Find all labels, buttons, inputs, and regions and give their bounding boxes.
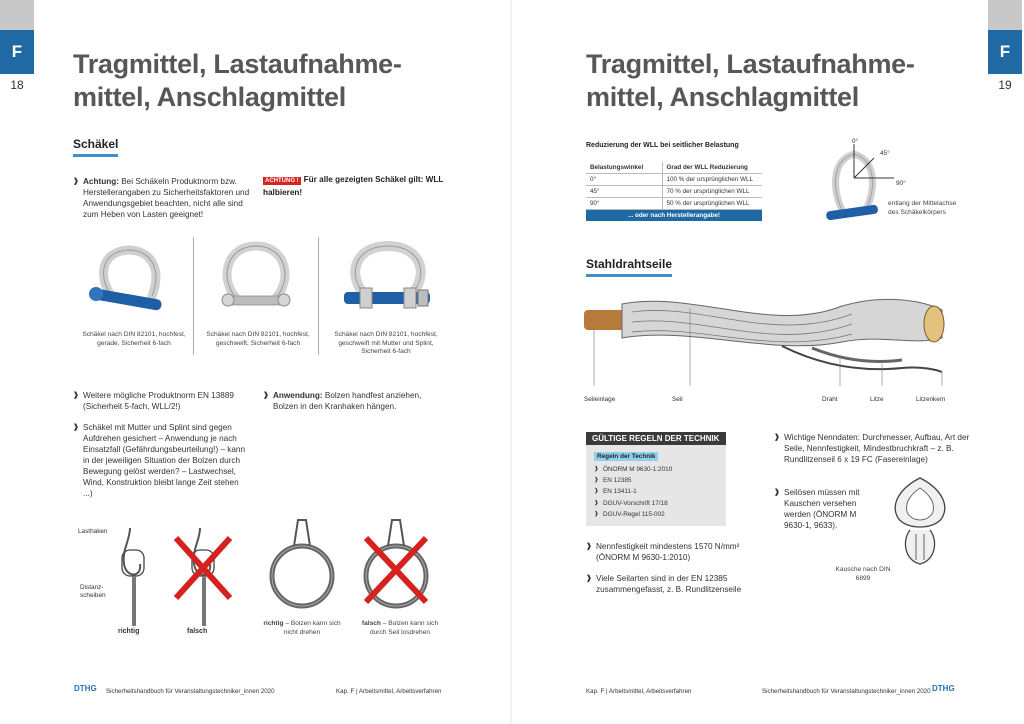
chapter-tab-left — [0, 0, 34, 92]
rules-heading: GÜLTIGE REGELN DER TECHNIK — [586, 432, 726, 445]
footer-book-title: Sicherheitshandbuch für Veranstaltungstechniker_innen 2020 — [106, 688, 275, 695]
rules-item: ❱ DGUV-Regel 115-002 — [594, 509, 726, 520]
wll-table-footer — [586, 210, 762, 222]
caption-shackle-1: Schäkel nach DIN 82101, hochfest, gerade, Sicherheit 6-fach — [82, 331, 186, 347]
wll-cell: 70 % der ursprünglichen WLL — [662, 186, 762, 198]
page-number: 18 — [10, 78, 24, 92]
richtig-2-bold: richtig — [263, 620, 284, 627]
chapter-tab-right — [988, 0, 1022, 92]
rope-label-draht: Draht — [822, 396, 838, 403]
wll-table-row — [586, 174, 762, 186]
chapter-tab-grey — [988, 0, 1022, 30]
kausche-image — [880, 474, 960, 570]
kausche-caption: Kausche nach DIN 6899 — [835, 566, 891, 582]
title-line-2: mittel, Anschlagmittel — [73, 82, 346, 112]
bullet-produktnorm: ❱ Weitere mögliche Produktnorm EN 13889 (Sicherheit 5-fach, WLL/2!) — [73, 390, 243, 412]
footer-chapter: Kap. F | Arbeitsmittel, Arbeitsverfahren — [336, 688, 442, 695]
angle-label-45: 45° — [880, 150, 890, 157]
angle-label-90: 90° — [896, 180, 906, 187]
rope-label-seil: Seil — [672, 396, 683, 403]
wll-cell: 0° — [586, 174, 662, 186]
chapter-tab-grey — [0, 0, 34, 30]
title-line-2: mittel, Anschlagmittel — [586, 82, 859, 112]
wll-table — [586, 162, 762, 221]
warning-text: Für alle gezeigten Schäkel gilt: WLL halbieren! — [263, 175, 444, 197]
label-falsch-2 — [355, 620, 445, 637]
wire-rope-image — [582, 286, 962, 390]
bullet-achtung — [73, 176, 251, 220]
angle-label-0: 0° — [852, 138, 859, 145]
wll-table-header — [586, 162, 762, 174]
divider-2 — [318, 237, 319, 355]
title-line-1: Tragmittel, Lastaufnahme- — [73, 49, 402, 79]
shackle-straight-image — [80, 244, 180, 316]
shackle-nut-pin-image — [338, 240, 438, 316]
wll-table-title: Reduzierung der WLL bei seitlicher Belastung — [586, 142, 739, 149]
bullet-seilarten: ❱ Viele Seilarten sind in der EN 12385 zusammengefasst, z. B. Rundlitzenseile — [586, 573, 766, 595]
label-lasthaken: Lasthaken — [78, 528, 108, 535]
wll-cell: 100 % der ursprünglichen WLL — [662, 174, 762, 186]
wll-cell: 50 % der ursprünglichen WLL — [662, 198, 762, 210]
bullet-nenndaten: ❱ Wichtige Nenndaten: Durchmesser, Aufbau, Art der Seile, Nennfestigkeit, Mindestbruchkraft – z. B. Rundlitzenseil 6 x 19 FC (Fasereinlage) — [774, 432, 970, 465]
anwendung-text: Bolzen handfest anziehen, Bolzen in den Kranhaken hängen. — [273, 391, 422, 411]
achtung-bold: Achtung: — [83, 177, 119, 186]
bullet-splint: ❱ Schäkel mit Mutter und Splint sind gegen Aufdrehen gesichert – Anwendung je nach Einsatzfall (Gefährdungsbeurteilung!) – kann in der jeweiligen Situation der Bolzen durch Bewegung gelöst werden? – Lastwechsel, Wind, Konstruktion bleibt lange Zeit stehen ...) — [73, 422, 247, 499]
warning-box — [263, 174, 463, 198]
label-falsch-1: falsch — [187, 628, 208, 635]
right-page — [512, 0, 1024, 724]
wll-table-row — [586, 198, 762, 210]
page-title — [73, 48, 402, 114]
footer-chapter: Kap. F | Arbeitsmittel, Arbeitsverfahren — [586, 688, 692, 695]
bullet-nennfestigkeit: ❱ Nennfestigkeit mindestens 1570 N/mm² (ÖNORM M 9630-1:2010) — [586, 541, 766, 563]
footer-book-title: Sicherheitshandbuch für Veranstaltungstechniker_innen 2020 — [762, 688, 931, 695]
dthg-logo: DTHG — [932, 684, 955, 693]
rules-item: ❱ EN 12385 — [594, 475, 726, 486]
rope-label-seileinlage: Seileinlage — [584, 396, 616, 403]
hook-shackle-diagram — [100, 520, 250, 630]
rules-item: ❱ ÖNORM M 9630-1:2010 — [594, 464, 726, 475]
page-title — [586, 48, 915, 114]
wll-footer-cell: ... oder nach Herstellerangabe! — [586, 210, 762, 222]
warning-badge: ACHTUNG ! — [265, 178, 299, 184]
caption-shackle-3: Schäkel nach DIN 82101, hochfest, geschweift mit Mutter und Splint, Sicherheit 6-fach — [334, 331, 438, 355]
rules-item: ❱ EN 13411-1 — [594, 486, 726, 497]
divider-1 — [193, 237, 194, 355]
achtung-text: Bei Schäkeln Produktnorm bzw. Herstellerangaben zu Sicherheitsfaktoren und Anwendungsgebiet beachten, nicht alle sind zum Heben von Lasten geeignet! — [83, 177, 250, 219]
rules-subheading: Regeln der Technik — [594, 452, 658, 461]
rules-item: ❱ DGUV-Vorschrift 17/18 — [594, 498, 726, 509]
rope-eye-diagram — [268, 512, 438, 620]
bullet-seiloesen: ❱ Seilösen müssen mit Kauschen versehen werden (ÖNORM M 9630-1, 9633). — [774, 487, 878, 531]
wll-table-row — [586, 186, 762, 198]
rope-label-litzenkern: Litzenkern — [916, 396, 946, 403]
section-heading-schaekel: Schäkel — [73, 137, 118, 157]
dthg-logo: DTHG — [74, 684, 97, 693]
wll-cell: 90° — [586, 198, 662, 210]
falsch-2-bold: falsch — [361, 620, 381, 627]
chapter-letter: F — [0, 30, 34, 74]
falsch-2-text: – Bolzen kann sich durch Seil losdrehen — [369, 620, 439, 636]
rules-box — [586, 432, 726, 526]
wll-head-angle: Belastungswinkel — [586, 162, 662, 174]
label-distanzscheiben: Distanz- scheiben — [80, 584, 106, 599]
angle-caption: entlang der Mittelachse des Schäkelkörpers — [888, 200, 957, 216]
label-richtig-1: richtig — [118, 628, 140, 635]
richtig-2-text: – Bolzen kann sich nicht drehen — [283, 620, 341, 636]
section-heading-stahldrahtseile: Stahldrahtseile — [586, 257, 672, 277]
bullet-anwendung — [263, 390, 443, 412]
anwendung-bold: Anwendung: — [273, 391, 323, 400]
rope-label-litze: Litze — [870, 396, 884, 403]
wll-cell: 45° — [586, 186, 662, 198]
wll-head-reduction: Grad der WLL Reduzierung — [662, 162, 762, 174]
chapter-letter: F — [988, 30, 1022, 74]
caption-shackle-2: Schäkel nach DIN 82101, hochfest, geschweift, Sicherheit 6-fach — [206, 331, 310, 347]
label-richtig-2 — [262, 620, 342, 637]
shackle-bow-image — [212, 240, 300, 316]
page-number: 19 — [998, 78, 1012, 92]
title-line-1: Tragmittel, Lastaufnahme- — [586, 49, 915, 79]
